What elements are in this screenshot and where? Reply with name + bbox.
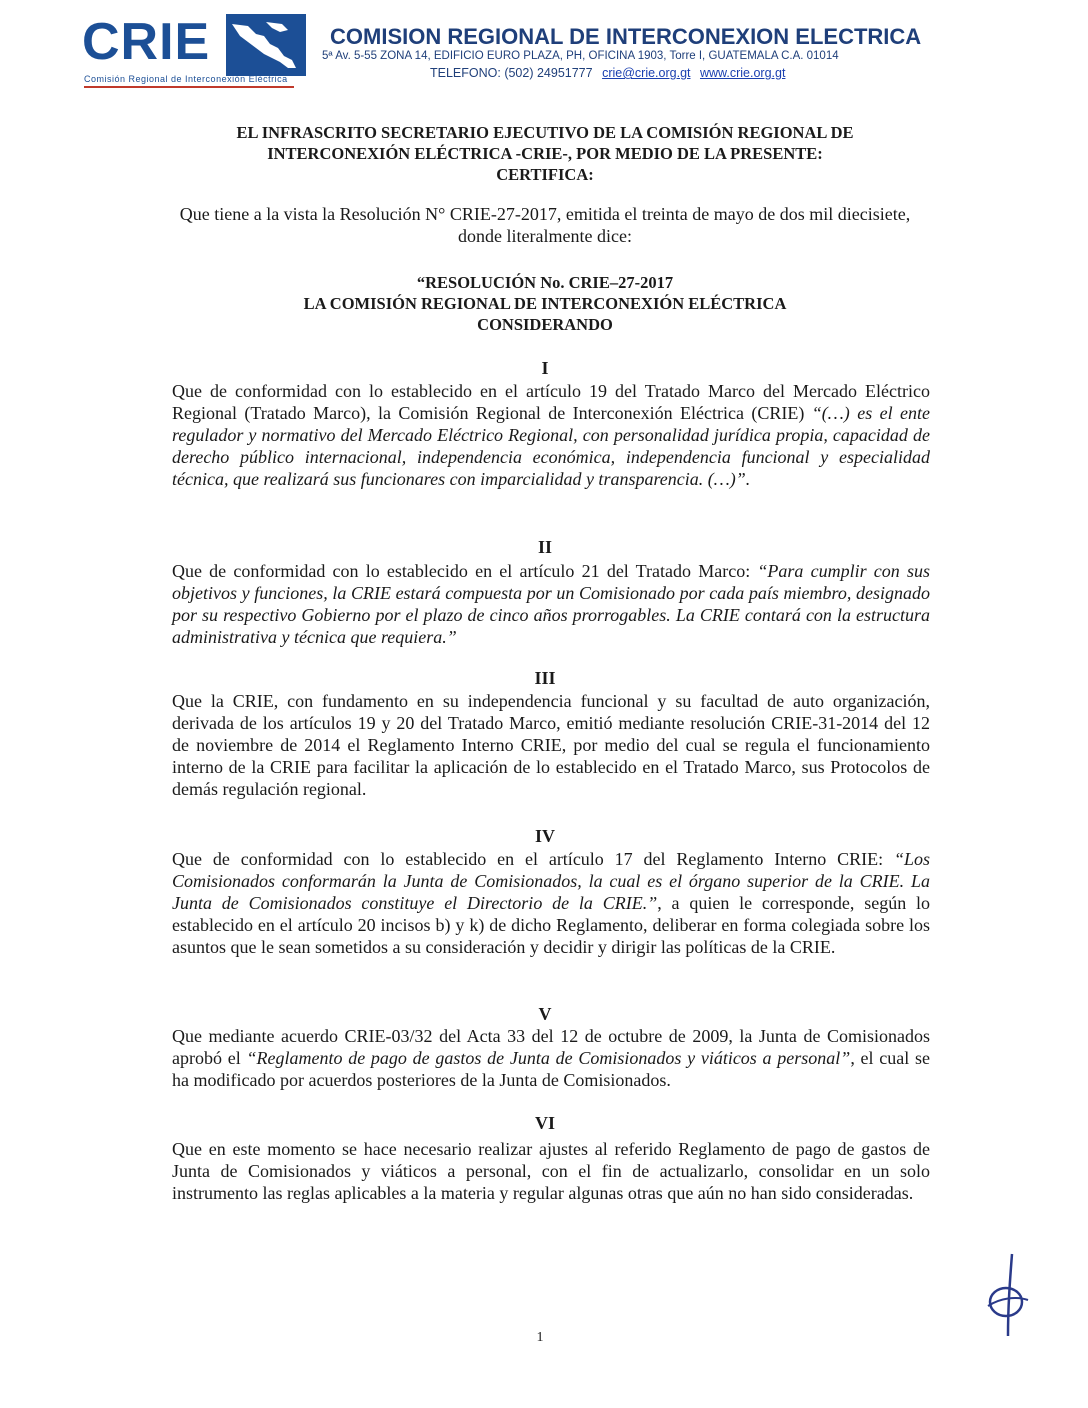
logo-text: CRIE (82, 13, 211, 71)
section-quote: “Reglamento de pago de gastos de Junta de Comisionados y viáticos a personal” (246, 1048, 851, 1068)
section-number: III (534, 668, 556, 688)
logo-subtitle: Comisión Regional de Interconexión Eléctrica (84, 74, 288, 84)
section-number: V (538, 1004, 552, 1024)
section-number: VI (534, 1113, 555, 1133)
heading-line: INTERCONEXIÓN ELÉCTRICA -CRIE-, POR MEDIO DE LA PRESENTE: (267, 144, 823, 163)
resolution-line: CONSIDERANDO (477, 315, 613, 334)
heading-line: CERTIFICA: (496, 165, 594, 184)
central-america-map-icon (226, 14, 306, 76)
heading-line: EL INFRASCRITO SECRETARIO EJECUTIVO DE LA COMISIÓN REGIONAL DE (236, 123, 854, 142)
section-quote: “Los Comisionados conformarán la Junta de Comisionados, la cual es el órgano superior de la CRIE. La Junta de Comisionados constituye el Directorio de la CRIE.” (172, 849, 930, 913)
email-link[interactable]: crie@crie.org.gt (602, 66, 691, 80)
phone-text: TELEFONO: (502) 24951777 (430, 66, 593, 80)
section-paragraph (172, 380, 930, 490)
intro-line: donde literalmente dice: (458, 226, 632, 246)
resolution-line: LA COMISIÓN REGIONAL DE INTERCONEXIÓN ELÉCTRICA (303, 294, 787, 313)
organization-name: COMISION REGIONAL DE INTERCONEXION ELECTRICA (330, 24, 922, 49)
section-paragraph (172, 690, 930, 800)
handwritten-initials-icon (978, 1250, 1038, 1340)
section-text: , el cual se ha modificado por acuerdos posteriores de la Junta de Comisionados. (172, 1048, 930, 1090)
section-paragraph (172, 1138, 930, 1204)
resolution-title (150, 272, 940, 335)
section-number: IV (534, 826, 555, 846)
certification-heading (150, 122, 940, 185)
section-quote: “(…) es el ente regulador y normativo del Mercado Eléctrico Regional, con personalidad jurídica propia, capacidad de derecho público internacional, independencia económica, independencia funcional y especialidad técnica, que realizará sus funcionares con imparcialidad y transparencia. (…)”. (172, 403, 931, 489)
logo-underline (84, 86, 294, 88)
section-text: Que en este momento se hace necesario realizar ajustes al referido Reglamento de pago de gastos de Junta de Comisionados y viáticos a personal, con el fin de actualizarlo, consolidar en un solo instrumento las reglas aplicables a la materia y regular algunas otras que aún no han sido consideradas. (172, 1139, 930, 1203)
section-quote: “Para cumplir con sus objetivos y funciones, la CRIE estará compuesta por un Comisionado por cada país miembro, designado por su respectivo Gobierno por el plazo de cinco años prorrogables. La CRIE contará con la estructura administrativa y técnica que requiera.” (172, 561, 930, 647)
resolution-line: “RESOLUCIÓN No. CRIE–27-2017 (416, 273, 674, 292)
organization-contact (430, 66, 890, 80)
section-paragraph (172, 560, 930, 648)
section-text: Que la CRIE, con fundamento en su independencia funcional y su facultad de auto organización, derivada de los artículos 19 y 20 del Tratado Marco, emitió mediante resolución CRIE-31-2014 del 12 de noviembre de 2014 el Reglamento Interno CRIE, por medio del cual se regula el funcionamiento interno de la CRIE para facilitar la aplicación de lo establecido en el Tratado Marco, sus Protocolos de demás regulación regional. (172, 691, 930, 799)
section-text: Que de conformidad con lo establecido en el artículo 19 del Tratado Marco del Mercado Eléctrico Regional (Tratado Marco), la Comisión Regional de Interconexión Eléctrica (CRIE) (172, 381, 930, 423)
section-text: Que de conformidad con lo establecido en el artículo 21 del Tratado Marco: (172, 561, 758, 581)
intro-line: Que tiene a la vista la Resolución N° CRIE-27-2017, emitida el treinta de mayo de dos mil diecisiete, (179, 204, 911, 224)
website-link[interactable]: www.crie.org.gt (699, 66, 786, 80)
section-paragraph (172, 1025, 930, 1091)
crie-logo (76, 14, 306, 92)
intro-paragraph (140, 203, 950, 247)
organization-address: 5ª Av. 5-55 ZONA 14, EDIFICIO EURO PLAZA, PH, OFICINA 1903, Torre I, GUATEMALA C.A. 01014 (322, 50, 839, 62)
section-text: Que de conformidad con lo establecido en el artículo 17 del Reglamento Interno CRIE: (172, 849, 894, 869)
section-number: I (541, 358, 549, 378)
section-number: II (537, 537, 552, 557)
section-text: , a quien le corresponde, según lo establecido en el artículo 20 incisos b) y k) de dicho Reglamento, deliberar en forma colegiada sobre los asuntos que le sean sometidos a su consideración y decidir y dirigir las políticas de la CRIE. (172, 893, 930, 957)
section-paragraph (172, 848, 930, 958)
section-text: Que mediante acuerdo CRIE-03/32 del Acta 33 del 12 de octubre de 2009, la Junta de Comisionados aprobó el (172, 1026, 930, 1068)
page-number: 1 (536, 1330, 544, 1345)
